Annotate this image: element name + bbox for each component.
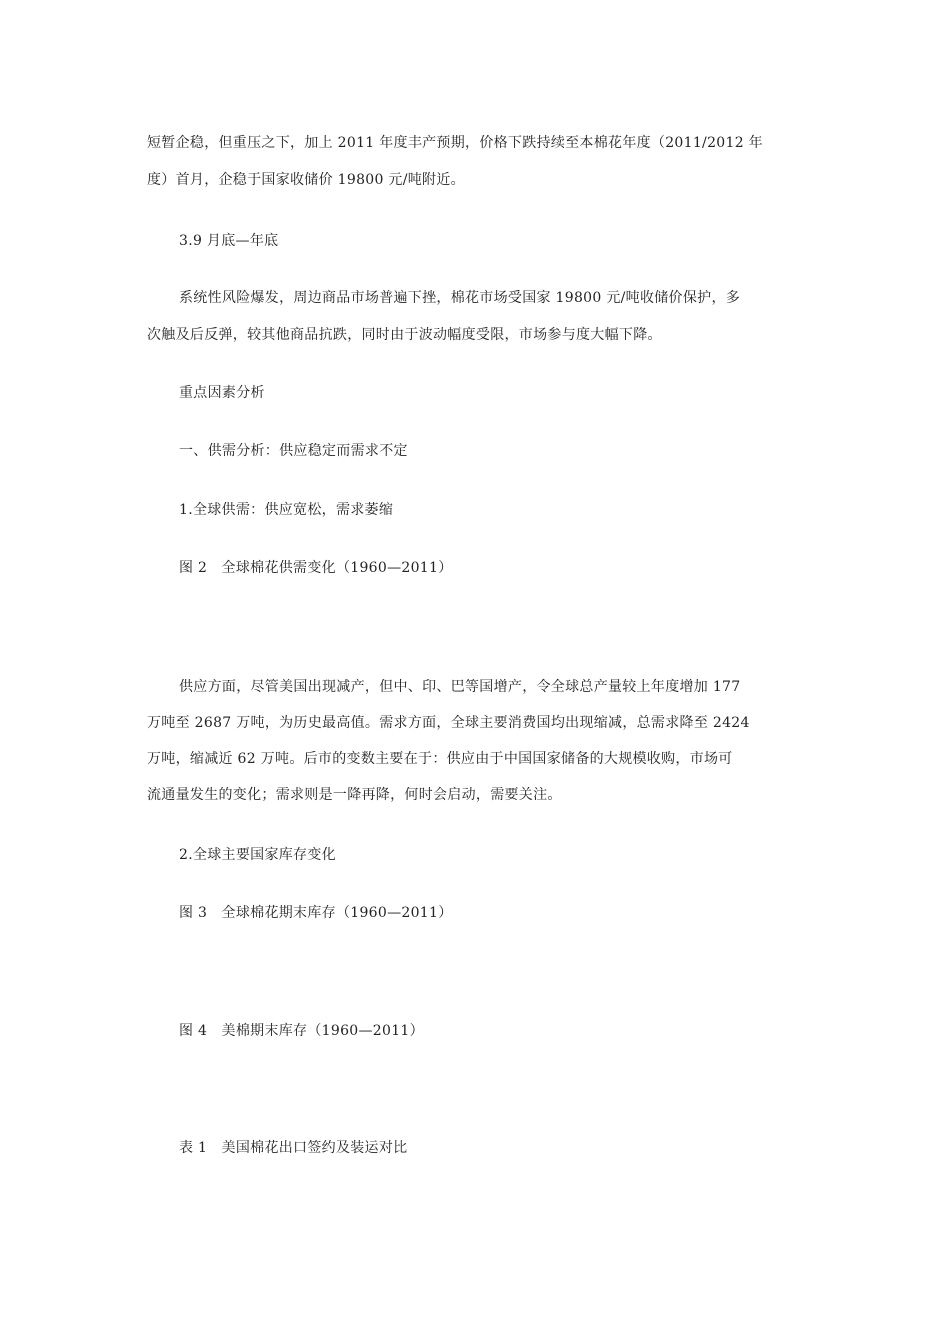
paragraph-line: 度）首月，企稳于国家收储价 19800 元/吨附近。 (147, 172, 465, 188)
paragraph-line: 系统性风险爆发，周边商品市场普遍下挫，棉花市场受国家 19800 元/吨收储价保护，多 (179, 290, 741, 306)
section-heading: 1.全球供需：供应宽松，需求萎缩 (179, 502, 394, 518)
figure-caption: 图 3 全球棉花期末库存（1960—2011） (179, 905, 453, 921)
section-heading: 重点因素分析 (179, 385, 265, 401)
paragraph-line: 次触及后反弹，较其他商品抗跌，同时由于波动幅度受限，市场参与度大幅下降。 (147, 327, 662, 343)
figure-caption: 图 4 美棉期末库存（1960—2011） (179, 1023, 424, 1039)
section-heading: 2.全球主要国家库存变化 (179, 847, 336, 863)
table-caption: 表 1 美国棉花出口签约及装运对比 (179, 1140, 408, 1156)
paragraph-line: 流通量发生的变化；需求则是一降再降，何时会启动，需要关注。 (147, 787, 562, 803)
section-heading: 一、供需分析：供应稳定而需求不定 (179, 443, 408, 459)
paragraph-line: 万吨，缩减近 62 万吨。后市的变数主要在于：供应由于中国国家储备的大规模收购，市场可 (147, 751, 733, 767)
paragraph-line: 万吨至 2687 万吨，为历史最高值。需求方面，全球主要消费国均出现缩减，总需求降至 2424 (147, 715, 750, 731)
figure-caption: 图 2 全球棉花供需变化（1960—2011） (179, 560, 453, 576)
paragraph-line: 供应方面，尽管美国出现减产，但中、印、巴等国增产，令全球总产量较上年度增加 177 (179, 679, 741, 695)
section-heading: 3.9 月底—年底 (179, 233, 279, 249)
paragraph-line: 短暂企稳，但重压之下，加上 2011 年度丰产预期，价格下跌持续至本棉花年度（2011/2012 年 (147, 135, 763, 151)
